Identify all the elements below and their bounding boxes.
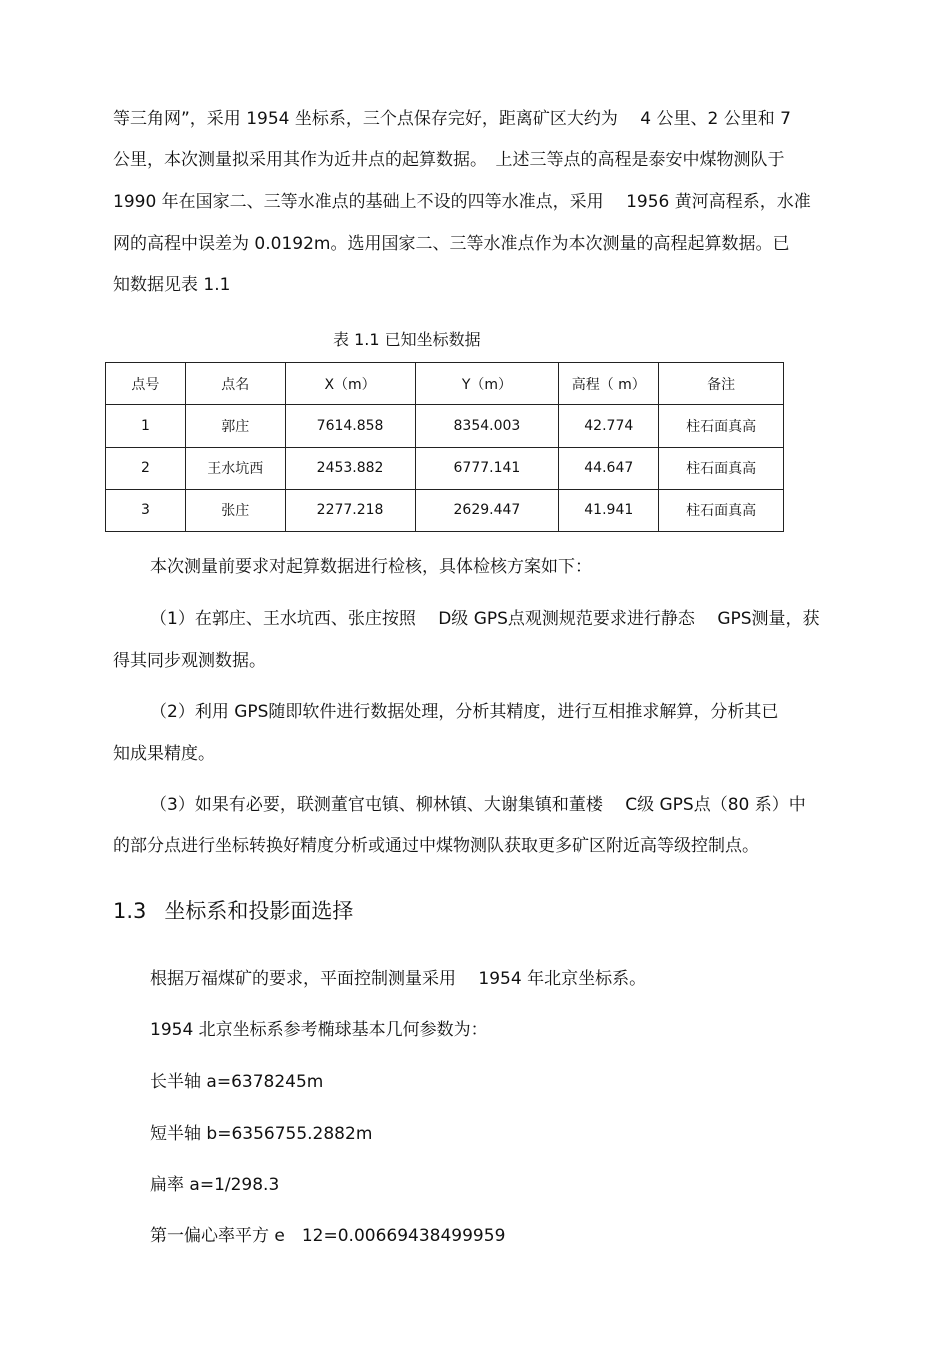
header-remark: 备注 [659,363,784,405]
cell-point-no: 3 [106,489,186,531]
table-row [106,447,784,489]
table-row [106,405,784,447]
check-item-3: （3）如果有必要，联测董官屯镇、柳林镇、大谢集镇和董楼 C级 GPS点（80 系）中 [150,795,806,815]
section-title: 坐标系和投影面选择 [164,899,354,923]
header-x: X（m） [285,363,415,405]
intro-line: 知数据见表 1.1 [113,275,231,295]
cell-point-name: 郭庄 [185,405,285,447]
cell-x: 7614.858 [285,405,415,447]
header-point-name: 点名 [185,363,285,405]
section-line: 扁率 a=1/298.3 [150,1175,280,1195]
section-heading [113,895,353,925]
check-item-1: （1）在郭庄、王水坑西、张庄按照 D级 GPS点观测规范要求进行静态 GPS测量，获 [150,609,820,629]
section-line: 根据万福煤矿的要求，平面控制测量采用 1954 年北京坐标系。 [150,969,647,989]
cell-remark: 柱石面真高 [659,489,784,531]
cell-remark: 柱石面真高 [659,405,784,447]
cell-elevation: 44.647 [559,447,659,489]
cell-y: 6777.141 [415,447,559,489]
intro-line: 等三角网”，采用 1954 坐标系，三个点保存完好，距离矿区大约为 4 公里、2 公里和 7 [113,109,791,129]
header-y: Y（m） [415,363,559,405]
section-number: 1.3 [113,899,147,923]
cell-x: 2453.882 [285,447,415,489]
header-elevation: 高程（ m） [559,363,659,405]
section-line: 短半轴 b=6356755.2882m [150,1124,373,1144]
cell-elevation: 42.774 [559,405,659,447]
table-caption: 表 1.1 已知坐标数据 [333,330,481,349]
known-coordinates-table [105,362,784,532]
cell-point-name: 王水坑西 [185,447,285,489]
check-item-2-cont: 知成果精度。 [113,744,215,764]
cell-point-no: 1 [106,405,186,447]
cell-y: 2629.447 [415,489,559,531]
header-point-no: 点号 [106,363,186,405]
table-row [106,489,784,531]
table-header-row [106,363,784,405]
check-item-2: （2）利用 GPS随即软件进行数据处理，分析其精度，进行互相推求解算，分析其已 [150,702,779,722]
intro-line: 1990 年在国家二、三等水准点的基础上不设的四等水准点，采用 1956 黄河高程系，水准 [113,192,811,212]
intro-line: 网的高程中误差为 0.0192m。选用国家二、三等水准点作为本次测量的高程起算数据。已 [113,234,790,254]
check-item-3-cont: 的部分点进行坐标转换好精度分析或通过中煤物测队获取更多矿区附近高等级控制点。 [113,836,759,856]
cell-remark: 柱石面真高 [659,447,784,489]
cell-point-name: 张庄 [185,489,285,531]
cell-point-no: 2 [106,447,186,489]
intro-line: 公里，本次测量拟采用其作为近井点的起算数据。 上述三等点的高程是泰安中煤物测队于 [113,150,785,170]
check-item-1-cont: 得其同步观测数据。 [113,651,266,671]
cell-y: 8354.003 [415,405,559,447]
cell-elevation: 41.941 [559,489,659,531]
section-line: 长半轴 a=6378245m [150,1072,324,1092]
check-intro: 本次测量前要求对起算数据进行检核，具体检核方案如下： [150,557,592,577]
cell-x: 2277.218 [285,489,415,531]
section-line: 第一偏心率平方 e 12=0.00669438499959 [150,1226,506,1246]
section-line: 1954 北京坐标系参考椭球基本几何参数为： [150,1020,488,1040]
